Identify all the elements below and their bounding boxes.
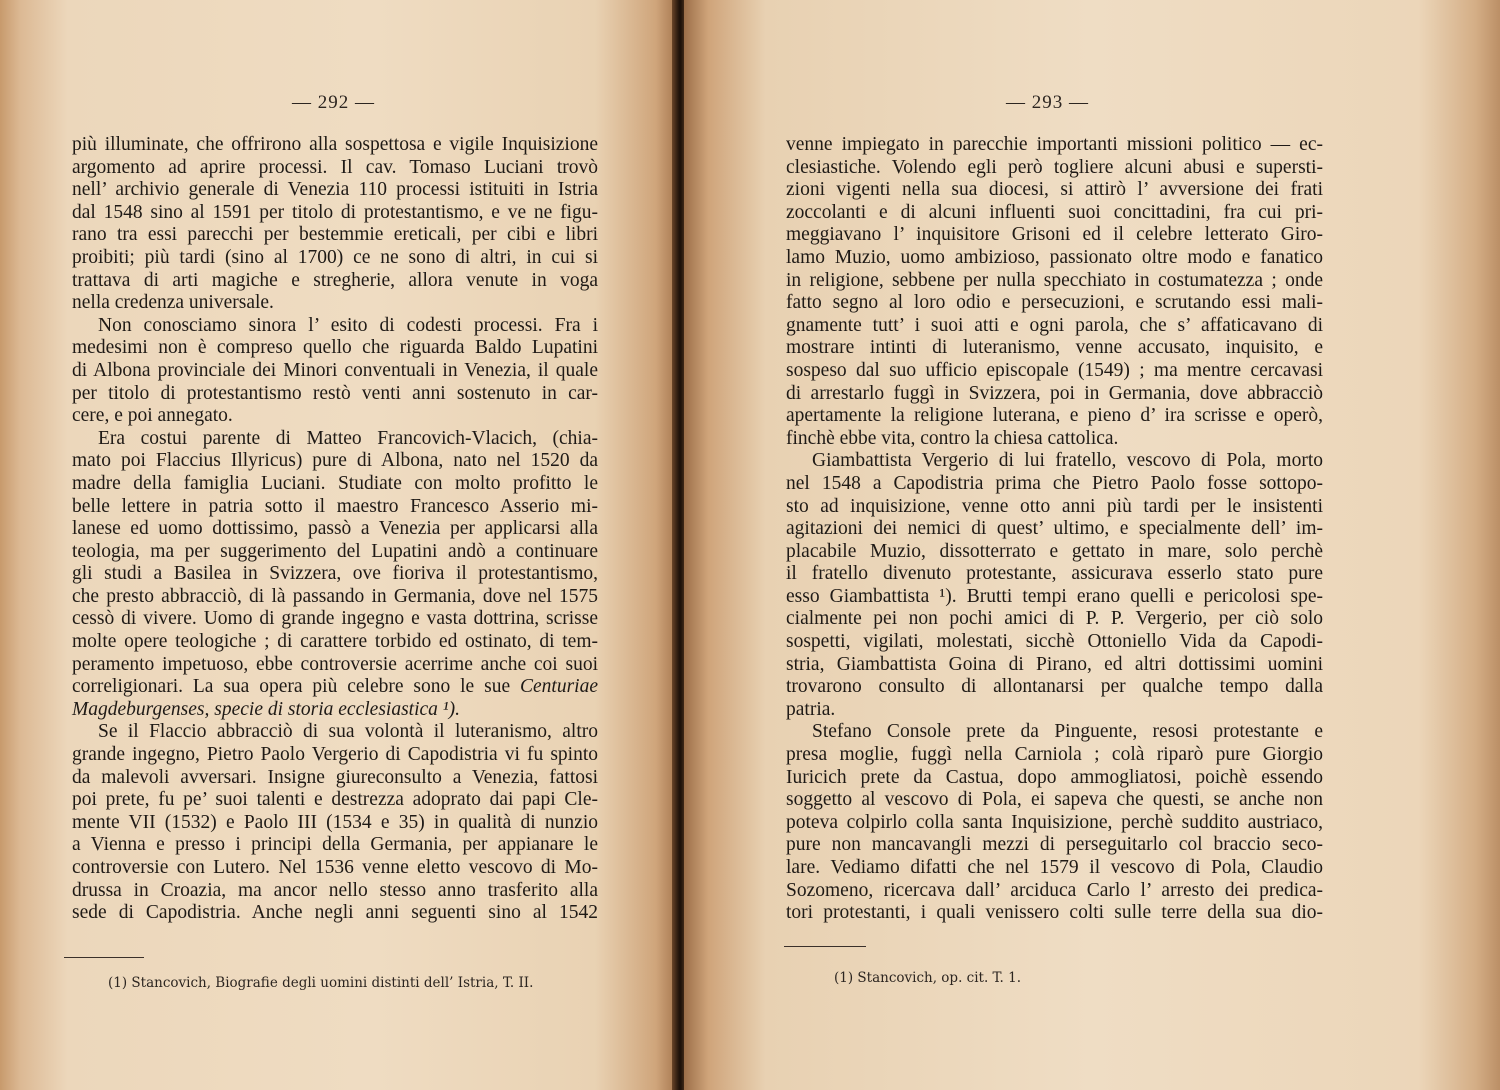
text-line: cessò di vivere. Uomo di grande ingegno e vasta dottrina, scrisse bbox=[72, 608, 598, 630]
text-line: meggiavano l’ inquisitore Grisoni ed il celebre letterato Giro- bbox=[786, 224, 1323, 246]
text-line: Giambattista Vergerio di lui fratello, vescovo di Pola, morto bbox=[812, 450, 1323, 472]
text-line: stria, Giambattista Goina di Pirano, ed altri dottissimi uomini bbox=[786, 653, 1323, 675]
text-line: lamo Muzio, uomo ambizioso, passionato oltre modo e fanatico bbox=[786, 246, 1323, 268]
text-line: venne impiegato in parecchie importanti missioni politico — ec- bbox=[786, 134, 1323, 155]
text-line: sede di Capodistria. Anche negli anni seguenti sino al 1542 bbox=[72, 902, 598, 924]
text-line-with-italic bbox=[72, 676, 598, 699]
body-text bbox=[72, 134, 598, 925]
text-line: sospetti, vigilati, molestati, sicchè Ottoniello Vida da Capodi- bbox=[786, 631, 1323, 653]
text-line: tori protestanti, i quali venissero colti sulle terre della sua dio- bbox=[786, 902, 1323, 924]
right-page bbox=[684, 0, 1500, 1090]
text-line: patria. bbox=[786, 698, 836, 720]
left-page bbox=[0, 0, 676, 1090]
text-line: dal 1548 sino al 1591 per titolo di protestantismo, e ve ne figu- bbox=[72, 201, 598, 223]
text-line: sto ad inquisizione, venne otto anni più tardi per le insistenti bbox=[786, 495, 1323, 517]
text-line: Sozomeno, ricercava dall’ arciduca Carlo l’ arresto dei predica- bbox=[786, 879, 1323, 901]
text-line: che presto abbracciò, di là passando in Germania, dove nel 1575 bbox=[72, 585, 598, 607]
text-line: il fratello divenuto protestante, assicurava esserlo stato pure bbox=[786, 563, 1323, 585]
text-line: soggetto al vescovo di Pola, ei sapeva che questi, se anche non bbox=[786, 789, 1323, 811]
text-line: per titolo di protestantismo restò venti anni sostenuto in car- bbox=[72, 382, 598, 404]
page-number: — 292 — bbox=[292, 92, 375, 113]
text-line: mostrare intinti di luteranismo, venne accusato, inquisito, e bbox=[786, 337, 1323, 359]
text-line: medesimi non è compreso quello che riguarda Baldo Lupatini bbox=[72, 337, 598, 359]
text-line: zioni vigenti nella sua diocesi, si attirò l’ avversione dei frati bbox=[786, 179, 1323, 201]
footnote-rule bbox=[64, 957, 144, 958]
text-line: a Vienna e presso i principi della Germania, per appianare le bbox=[72, 834, 598, 856]
text-line: lanese ed uomo dottissimo, passò a Venezia per applicarsi alla bbox=[72, 518, 598, 540]
text-line: drussa in Croazia, ma ancor nello stesso anno trasferito alla bbox=[72, 879, 598, 901]
text-line: nel 1548 a Capodistria prima che Pietro Paolo fosse sottopo- bbox=[786, 472, 1323, 494]
text-line: gli studi a Basilea in Svizzera, ove fioriva il protestantismo, bbox=[72, 563, 598, 585]
text-line: peramento impetuoso, ebbe controversie acerrime anche coi suoi bbox=[72, 653, 598, 675]
text-line: nell’ archivio generale di Venezia 110 processi istituiti in Istria bbox=[72, 179, 598, 201]
text-line: mente VII (1532) e Paolo III (1534 e 35) in qualità di nunzio bbox=[72, 811, 598, 833]
text-line: nella credenza universale. bbox=[72, 292, 274, 314]
text-line: placabile Muzio, dissotterrato e gettato in mare, solo perchè bbox=[786, 540, 1323, 562]
italic-title: Centuriae bbox=[520, 676, 599, 698]
footnote-rule bbox=[784, 946, 866, 947]
text-line: controversie con Lutero. Nel 1536 venne eletto vescovo di Mo- bbox=[72, 857, 598, 878]
text-line: Stefano Console prete da Pinguente, resosi protestante e bbox=[812, 721, 1323, 743]
text-line: poteva colpirlo colla santa Inquisizione, perchè suddito austriaco, bbox=[786, 811, 1323, 833]
text-line: sospeso dal suo ufficio episcopale (1549) ; ma mentre cercavasi bbox=[786, 359, 1323, 381]
text-line: cialmente pei non pochi amici di P. P. Vergerio, per ciò solo bbox=[786, 608, 1323, 630]
text-line: Non conosciamo sinora l’ esito di codesti processi. Fra i bbox=[98, 314, 598, 336]
text-line: rano tra essi parecchi per bestemmie ereticali, per cibi e libri bbox=[72, 224, 598, 246]
footnote: (1) Stancovich, Biografie degli uomini distinti dell’ Istria, T. II. bbox=[108, 975, 534, 991]
text-line: zoccolanti e di alcuni influenti suoi concittadini, fra cui pri- bbox=[786, 201, 1323, 223]
text-line: trovarono consulto di allontanarsi per qualche tempo dalla bbox=[786, 676, 1323, 698]
text-line: lare. Vediamo difatti che nel 1579 il vescovo di Pola, Claudio bbox=[786, 857, 1323, 878]
text-line: più illuminate, che offrirono alla sospettosa e vigile Inquisizione bbox=[72, 134, 598, 155]
text-line: molte opere teologiche ; di carattere torbido ed ostinato, di tem- bbox=[72, 631, 598, 653]
footnote: (1) Stancovich, op. cit. T. 1. bbox=[834, 970, 1022, 986]
text-line: gnamente tutt’ i suoi atti e ogni parola, che s’ affaticavano di bbox=[786, 314, 1323, 336]
text-line: Era costui parente di Matteo Francovich-Vlacich, (chia- bbox=[98, 427, 598, 449]
text-line: clesiastiche. Volendo egli però togliere alcuni abusi e supersti- bbox=[786, 156, 1323, 178]
text-line: cere, e poi annegato. bbox=[72, 405, 233, 427]
text-line: Se il Flaccio abbracciò di sua volontà il luteranismo, altro bbox=[98, 721, 598, 743]
text-line: finchè ebbe vita, contro la chiesa cattolica. bbox=[786, 427, 1119, 449]
italic-title-continued: Magdeburgenses, specie di storia ecclesiastica ¹). bbox=[72, 698, 460, 720]
text-line: apertamente la religione luterana, e pieno d’ ira scrisse e operò, bbox=[786, 405, 1323, 427]
text-line: mato poi Flaccius Illyricus) pure di Albona, nato nel 1520 da bbox=[72, 450, 598, 472]
text-line: proibiti; più tardi (sino al 1700) ce ne sono di altri, in cui si bbox=[72, 246, 598, 268]
text-line: madre della famiglia Luciani. Studiate con molto profitto le bbox=[72, 472, 598, 494]
text-line: da malevoli avversari. Insigne giureconsulto a Venezia, fattosi bbox=[72, 766, 598, 788]
text-line: presa moglie, fuggì nella Carniola ; colà riparò pure Giorgio bbox=[786, 744, 1323, 766]
text-line: grande ingegno, Pietro Paolo Vergerio di Capodistria vi fu spinto bbox=[72, 744, 598, 766]
page-number: — 293 — bbox=[1006, 92, 1089, 113]
text-line: trattava di arti magiche e stregherie, allora venute in voga bbox=[72, 269, 598, 291]
text-line: agitazioni dei nemici di quest’ ultimo, e specialmente dell’ im- bbox=[786, 518, 1323, 540]
text-line bbox=[72, 699, 598, 722]
text-line: fatto segno al loro odio e persecuzioni, e scrutando essi mali- bbox=[786, 292, 1323, 314]
text-line: Iuricich prete da Castua, dopo ammogliatosi, poichè essendo bbox=[786, 766, 1323, 788]
text-line: belle lettere in patria sotto il maestro Francesco Asserio mi- bbox=[72, 495, 598, 517]
body-text bbox=[786, 134, 1323, 925]
text-line: pure non mancavangli mezzi di perseguitarlo col braccio seco- bbox=[786, 834, 1323, 856]
text-line: di arrestarlo fuggì in Svizzera, poi in Germania, dove abbracciò bbox=[786, 382, 1323, 404]
text-line: di Albona provinciale dei Minori conventuali in Venezia, il quale bbox=[72, 359, 598, 381]
text-line: poi prete, fu pe’ suoi talenti e destrezza adoprato dai papi Cle- bbox=[72, 789, 598, 811]
text-line: argomento ad aprire processi. Il cav. Tomaso Luciani trovò bbox=[72, 156, 598, 178]
text-line: in religione, sebbene per nulla specchiato in costumatezza ; onde bbox=[786, 269, 1323, 291]
text-line: teologia, ma per suggerimento del Lupatini andò a continuare bbox=[72, 540, 598, 562]
text-fragment: correligionari. La sua opera più celebre sono le sue bbox=[72, 676, 511, 698]
text-line: esso Giambattista ¹). Brutti tempi erano quelli e pericolosi spe- bbox=[786, 585, 1323, 607]
